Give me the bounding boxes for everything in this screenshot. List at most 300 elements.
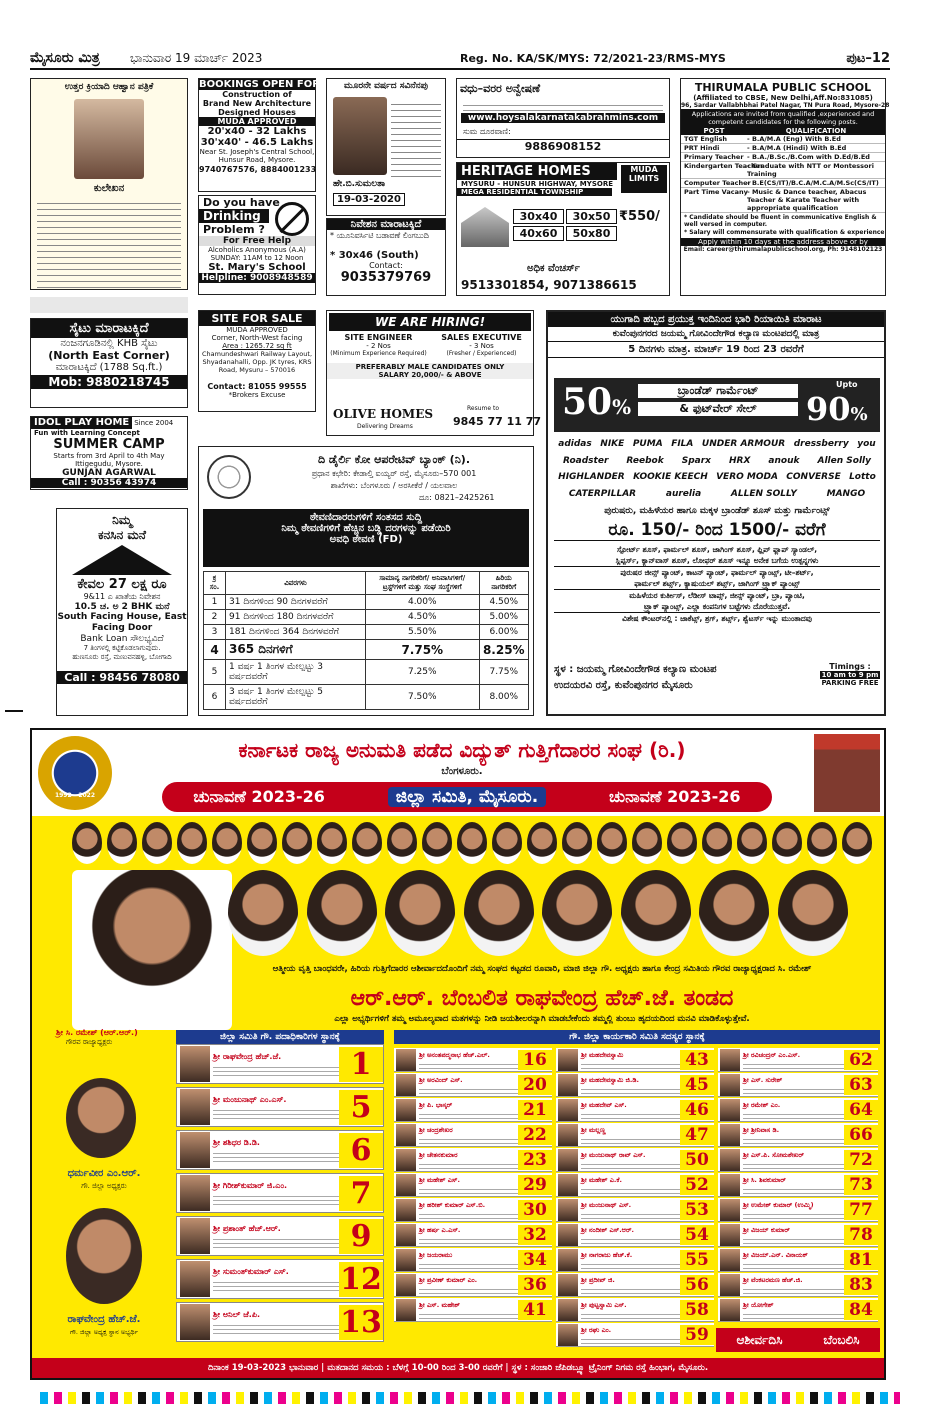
member-detail bbox=[581, 1311, 680, 1319]
officer-info bbox=[213, 1224, 339, 1248]
ballot-number: 12 bbox=[340, 1261, 382, 1297]
member-row bbox=[556, 1123, 714, 1147]
sale-category: ಪುರುಷರು, ಮಹಿಳೆಯರ ಹಾಗೂ ಮಕ್ಕಳ ಬ್ರಾಂಡೆಡ್ ಶೂಸ್ ಮತ್ತು ಗಾರ್ಮೆಂಟ್ಸ್ bbox=[604, 506, 830, 516]
sale-detail: ಪುರುಷರ ಜೀನ್ಸ್ ಪ್ಯಾಂಟ್, ಕಾಟನ್ ಪ್ಯಾಂಟ್, ಫಾರ್ಮಲ್ ಪ್ಯಾಂಟ್ಸ್, ಟೀ–ಶರ್ಟ್, bbox=[620, 568, 814, 577]
khb-line: (North East Corner) bbox=[48, 349, 170, 362]
venue-line: ಸ್ಥಳ : ಜಯಮ್ಮ ಗೋವಿಂದೇಗೌಡ ಕಲ್ಯಾಣ ಮಂಟಪ bbox=[554, 664, 717, 675]
sale-detail: ಫಾರ್ಮಲ್ ಶರ್ಟ್ಸ್, ಕ್ಯಾಷುಯಲ್ ಶರ್ಟ್ಸ್, ಜಾಗಿಂಗ್ ಟ್ರ್ಯಾಕ್ ಪ್ಯಾಂಟ್ಸ್ bbox=[554, 578, 880, 590]
role-engineer bbox=[327, 333, 430, 357]
bookings-muda: MUDA APPROVED bbox=[199, 117, 315, 126]
member-row bbox=[556, 1048, 714, 1072]
member-name: ಶ್ರೀ ಜಯರಾಮು bbox=[419, 1250, 453, 1259]
member-info bbox=[740, 1301, 844, 1319]
member-row bbox=[394, 1223, 552, 1247]
officer-photo bbox=[180, 1304, 210, 1340]
ballot-number: 5 bbox=[339, 1090, 383, 1125]
member-info bbox=[416, 1151, 518, 1169]
school-row bbox=[681, 179, 885, 188]
fd-cell: 3 ವರ್ಷ 1 ತಿಂಗಳ ಮೇಲ್ಪಟ್ಟು 5 ವರ್ಷದವರೆಗೆ bbox=[226, 685, 366, 710]
col-post: POST bbox=[703, 127, 725, 135]
member-row bbox=[556, 1273, 714, 1297]
officers-list bbox=[176, 1044, 384, 1344]
khb-title: ಸೈಟು ಮಾರಾಟಕ್ಕಿದೆ bbox=[31, 319, 187, 338]
sale-detail: ಸ್ಪೋರ್ಟ್ ಶೂಸ್, ಫಾರ್ಮಲ್ ಶೂಸ್, ಜಾಗಿಂಗ್ ಶೂಸ್, ಫ್ಲಿಪ್ ಫ್ಲಾಪ್ ಸ್ಯಾಂಡಲ್, bbox=[616, 545, 818, 554]
brand-logo: FILA bbox=[671, 439, 694, 450]
brand-logo: Reebok bbox=[626, 455, 664, 466]
member-row bbox=[394, 1048, 552, 1072]
officer-photo bbox=[180, 1261, 210, 1297]
member-photo bbox=[558, 1199, 578, 1221]
member-info bbox=[416, 1301, 518, 1319]
matrimony-text bbox=[463, 101, 663, 111]
aa-name: Alcoholics Anonymous (A.A) bbox=[208, 246, 306, 254]
company-tagline: Delivering Dreams bbox=[357, 423, 413, 430]
discount-value: 90 bbox=[806, 390, 851, 428]
member-info bbox=[740, 1251, 844, 1269]
fd-cell: 2 bbox=[204, 610, 226, 625]
brand-logo: Lotto bbox=[849, 472, 876, 483]
candidate-face-large bbox=[778, 870, 848, 956]
officer-row bbox=[176, 1302, 384, 1342]
ballot-number: 66 bbox=[844, 1125, 878, 1145]
dream-house-ad bbox=[56, 508, 188, 716]
member-info bbox=[740, 1226, 844, 1244]
member-photo bbox=[396, 1249, 416, 1271]
hiring-roles bbox=[327, 333, 533, 357]
page-header bbox=[30, 48, 890, 70]
member-detail bbox=[743, 1111, 844, 1119]
parking: PARKING FREE bbox=[821, 679, 879, 687]
members-column-2 bbox=[556, 1048, 714, 1350]
drinking-question: Problem ? bbox=[203, 223, 265, 236]
zilla-label: ಜಿಲ್ಲಾ ಸಮಿತಿ, ಮೈಸೂರು. bbox=[388, 787, 546, 807]
fd-row bbox=[204, 610, 529, 625]
timings-value: 10 am to 9 pm bbox=[821, 671, 879, 679]
sale-timings bbox=[820, 662, 880, 687]
school-row bbox=[681, 144, 885, 153]
election-city: ಬೆಂಗಳೂರು. bbox=[441, 766, 483, 777]
member-name: ಶ್ರೀ ಪ್ರವೀಣ್ ಕುಮಾರ್ ಎಂ. bbox=[419, 1275, 478, 1284]
sale-days: 5 ದಿನಗಳು ಮಾತ್ರ. ಮಾರ್ಚ್ 19 ರಿಂದ 23 ರವರೆಗೆ bbox=[548, 341, 884, 358]
candidate-faces-row bbox=[228, 870, 848, 960]
khb-line: ಮಾರಾಟಕ್ಕಿದೆ (1788 Sq.ft.) bbox=[55, 362, 163, 373]
blessing-box bbox=[716, 1328, 880, 1352]
leader-role: ಗೌರವ ರಾಜ್ಯಾಧ್ಯಕ್ಷರು bbox=[66, 1038, 113, 1046]
remembrance-ad bbox=[326, 78, 446, 216]
officer-photo bbox=[180, 1132, 210, 1168]
officer-photo bbox=[180, 1046, 210, 1082]
member-info bbox=[578, 1176, 680, 1194]
officer-info bbox=[213, 1052, 339, 1076]
member-detail bbox=[581, 1061, 680, 1069]
matrimony-title: ವಧು–ವರರ ಅನ್ವೇಷಣೆ bbox=[460, 82, 541, 95]
ballot-number: 29 bbox=[518, 1175, 552, 1195]
ballot-number: 56 bbox=[680, 1275, 714, 1295]
brand-logos bbox=[554, 436, 880, 502]
member-name: ಶ್ರೀ ಮಹೇಶ್ ಎ.ಕೆ. bbox=[581, 1175, 623, 1184]
site-for-sale-ad bbox=[198, 310, 316, 412]
member-row bbox=[556, 1323, 714, 1347]
role-exp: (Fresher / Experienced) bbox=[446, 350, 517, 357]
candidate-face-small bbox=[772, 822, 802, 864]
heritage-sub: MYSURU - HUNSUR HIGHWAY, MYSORE bbox=[461, 180, 613, 188]
officer-detail bbox=[213, 1107, 339, 1119]
site-small-title: ನಿವೇಶನ ಮಾರಾಟಕ್ಕಿದೆ bbox=[327, 219, 445, 230]
fd-rates-table bbox=[203, 571, 529, 710]
school-affiliation: (Affiliated to CBSE, New Delhi,Aff.No:831085) bbox=[693, 94, 873, 102]
member-detail bbox=[743, 1236, 844, 1244]
matrimony-website[interactable]: www.hoysalakarnatakabrahmins.com bbox=[461, 113, 665, 123]
fd-body bbox=[204, 595, 529, 710]
post-name: Part Time Vacany bbox=[684, 188, 748, 196]
khb-line: ನಂಜನಗೂಡಿನಲ್ಲಿ KHB ಸೈಟು bbox=[60, 338, 158, 349]
ballot-number: 73 bbox=[844, 1175, 878, 1195]
member-name: ಶ್ರೀ ಶ್ರೀನಿವಾಸ ಡಿ. bbox=[743, 1125, 780, 1134]
house-line: South Facing House, East Facing Door bbox=[57, 612, 187, 633]
leader-name: ಶ್ರೀ ಸಿ. ರಮೇಶ್ (ಆರ್.ಆರ್.) bbox=[56, 1028, 138, 1037]
bookings-ad bbox=[198, 78, 320, 192]
candidate-face-large bbox=[464, 870, 534, 956]
member-photo bbox=[396, 1199, 416, 1221]
heritage-muda: MUDA LIMITS bbox=[621, 165, 667, 193]
fd-cell: 3 bbox=[204, 625, 226, 640]
fd-cell: 365 ದಿನಗಳಿಗೆ bbox=[226, 640, 366, 660]
roof-icon bbox=[72, 545, 172, 575]
qualification: - B.A/M.A (Hindi) With B.Ed bbox=[747, 144, 847, 152]
election-appeal-2: ಎಲ್ಲಾ ಅಭ್ಯರ್ಥಿಗಳಿಗೆ ತಮ್ಮ ಅಮೂಲ್ಯವಾದ ಮತಗಳನ್ನು ನೀಡಿ ಜಯಶೀಲರನ್ನಾಗಿ ಮಾಡಬೇಕೆಂದು ತಮ್ಮಲ್ಲಿ ತುಂಬು ಹೃದಯದಿಂದ ಮನವಿ ಮಾಡಿಕೊಳ್ಳುತ್ತೇವೆ. bbox=[334, 1014, 750, 1024]
playhome-camp: SUMMER CAMP bbox=[53, 437, 165, 452]
qualification: - Music & Dance teacher, Abacus Teacher & Karate Teacher with appropriate qualification bbox=[747, 188, 867, 212]
sale-brand-line: ಬ್ರಾಂಡೆಡ್ ಗಾರ್ಮೆಂಟ್ bbox=[638, 384, 798, 398]
candidate-face-small bbox=[247, 822, 277, 864]
school-row bbox=[681, 135, 885, 144]
ballot-number: 84 bbox=[844, 1300, 878, 1320]
member-name: ಶ್ರೀ ವಿಜಯ್.ಎನ್. ವಿನಾಯಕ್ bbox=[743, 1250, 808, 1259]
member-photo bbox=[558, 1299, 578, 1321]
site-address: Chamundeshwari Railway Layout, Shyadanahalli, Opp. JK tyres, KRS Road, Mysuru – 570016 bbox=[201, 350, 313, 374]
brand-logo: you bbox=[857, 439, 876, 450]
site-muda: MUDA APPROVED bbox=[226, 326, 288, 334]
member-name: ಶ್ರೀ ರಮೇಶ್ ಎಂ. bbox=[743, 1100, 781, 1109]
discount-value: 50 bbox=[562, 381, 613, 423]
member-photo bbox=[396, 1299, 416, 1321]
fd-header-cell: ವಿವರಗಳು bbox=[226, 572, 366, 595]
ballot-number: 43 bbox=[680, 1050, 714, 1070]
officers-panel bbox=[176, 1030, 384, 1350]
member-row bbox=[718, 1223, 878, 1247]
leader-role: ಗೌ. ಜಿಲ್ಲಾ ಅಧ್ಯಕ್ಷ ಸ್ಥಾನ ಅಭ್ಯರ್ಥಿ bbox=[69, 1328, 139, 1336]
obituary-photo bbox=[74, 99, 144, 179]
member-name: ಶ್ರೀ ಮಹದೇವಸ್ವಾಮಿ ಜಿ.ಡಿ. bbox=[581, 1075, 639, 1084]
fd-cell: 31 ದಿನಗಳಿಂದ 90 ದಿನಗಳವರೆಗೆ bbox=[226, 595, 366, 610]
playhome-concept: Fun with Learning Concept bbox=[34, 429, 140, 437]
heritage-sub2: MEGA RESIDENTIAL TOWNSHIP bbox=[457, 188, 612, 196]
officer-name: ಶ್ರೀ ಮಂಜುನಾಥ್ ಎಂ.ಎಸ್. bbox=[213, 1095, 287, 1104]
fd-row bbox=[204, 660, 529, 685]
member-photo bbox=[720, 1174, 740, 1196]
election-footer: ದಿನಾಂಕ 19-03-2023 ಭಾನುವಾರ | ಮತದಾನದ ಸಮಯ : ಬೆಳಗ್ಗೆ 10-00 ರಿಂದ 3-00 ರವರೆಗೆ | ಸ್ಥಳ : ಸಂಜಾರಿ ಜೆಪಿಡಬ್ಲ್ಯೂ ಟ್ರೈನಿಂಗ್ ನಿಗಮ ರಸ್ತೆ ಹಿಂಭಾಗ, ಮೈಸೂರು. bbox=[32, 1358, 884, 1378]
masthead: ಮೈಸೂರು ಮಿತ್ರ bbox=[30, 50, 100, 66]
member-photo bbox=[396, 1174, 416, 1196]
role-count: - 3 Nos bbox=[469, 342, 494, 350]
fd-cell: 5.00% bbox=[479, 610, 528, 625]
member-row bbox=[556, 1098, 714, 1122]
officer-row bbox=[176, 1259, 384, 1299]
member-detail bbox=[419, 1236, 518, 1244]
member-name: ಶ್ರೀ ಎಸ್. ಸುರೇಶ್ bbox=[743, 1075, 783, 1084]
issue-date: ಭಾನುವಾರ 19 ಮಾರ್ಚ್ 2023 bbox=[130, 50, 263, 65]
member-photo bbox=[396, 1099, 416, 1121]
no-drink-icon bbox=[275, 202, 309, 236]
remembrance-photo bbox=[333, 97, 387, 175]
member-detail bbox=[581, 1261, 680, 1269]
size-box: 30x40 bbox=[513, 209, 564, 224]
ballot-number: 22 bbox=[518, 1125, 552, 1145]
member-info bbox=[578, 1226, 680, 1244]
member-photo bbox=[558, 1099, 578, 1121]
hiring-title: WE ARE HIRING! bbox=[329, 313, 531, 331]
ballot-number: 50 bbox=[680, 1150, 714, 1170]
member-info bbox=[416, 1176, 518, 1194]
member-photo bbox=[720, 1299, 740, 1321]
member-name: ಶ್ರೀ ಮಹೇಶ್ ಎಸ್. bbox=[419, 1175, 460, 1184]
fd-cell: 4.00% bbox=[366, 595, 480, 610]
bookings-line: Designed Houses bbox=[218, 108, 296, 117]
company-name: OLIVE HOMES bbox=[333, 407, 434, 421]
sale-banner bbox=[554, 378, 880, 432]
chunavane-label: ಚುನಾವಣೆ 2023-26 bbox=[609, 787, 741, 806]
candidate-face-small bbox=[107, 822, 137, 864]
member-photo bbox=[558, 1074, 578, 1096]
officer-detail bbox=[213, 1279, 339, 1291]
member-photo bbox=[558, 1274, 578, 1296]
member-photo bbox=[558, 1324, 578, 1346]
election-banner bbox=[162, 782, 772, 812]
brand-logo: CONVERSE bbox=[786, 472, 841, 483]
ballot-number: 62 bbox=[844, 1050, 878, 1070]
candidate-face-small bbox=[352, 822, 382, 864]
discount-90 bbox=[806, 390, 868, 428]
school-name: THIRUMALA PUBLIC SCHOOL bbox=[694, 81, 872, 94]
fd-row bbox=[204, 685, 529, 710]
headline-fd: ಅವಧಿ ಠೇವಣಿ (FD) bbox=[329, 534, 403, 545]
member-info bbox=[578, 1326, 680, 1344]
member-detail bbox=[743, 1161, 844, 1169]
member-name: ಶ್ರೀ ರವಿಚಂದ್ರನ್ ಎಂ.ಎಸ್. bbox=[743, 1050, 801, 1059]
bookings-price: 30'x40' - 46.5 Lakhs bbox=[200, 137, 314, 148]
member-row bbox=[556, 1073, 714, 1097]
site-sale-small-ad bbox=[326, 218, 446, 296]
fd-cell: 8.00% bbox=[479, 685, 528, 710]
member-row bbox=[718, 1198, 878, 1222]
brand-logo: HRX bbox=[729, 455, 751, 466]
ballot-number: 64 bbox=[844, 1100, 878, 1120]
member-name: ಶ್ರೀ ವಿಜಯ್ ಕುಮಾರ್ bbox=[743, 1225, 790, 1234]
house-price: ಕೇವಲ 27 ಲಕ್ಷ ರೂ bbox=[77, 577, 167, 592]
member-detail bbox=[419, 1286, 518, 1294]
house-line: 10.5 ಚ. ಅ 2 BHK ಮನೆ bbox=[74, 602, 170, 612]
member-name: ಶ್ರೀ ಮಹದೇವಸ್ವಾಮಿ bbox=[581, 1050, 624, 1059]
ballot-number: 16 bbox=[518, 1050, 552, 1070]
election-ad bbox=[30, 728, 886, 1380]
sale-detail: ಮಹಿಳೆಯರ ಕುರ್ತೀಸ್, ಲೆಡೀಸ್ ಟಾಪ್ಸ್, ಜೀನ್ಸ್ ಪ್ಯಾಂಟ್, ಬ್ರಾ, ಪ್ಯಾಂಟಿ, bbox=[629, 591, 805, 600]
site-small-location: * ಯೂನಿವರ್ಸಿಟಿ ಬಡಾವಣೆ ಲಿಂಗಬುದಿ bbox=[330, 231, 429, 240]
member-detail bbox=[743, 1136, 844, 1144]
member-photo bbox=[720, 1099, 740, 1121]
member-row bbox=[718, 1073, 878, 1097]
members-column-3 bbox=[718, 1048, 878, 1350]
fd-cell: 7.25% bbox=[366, 660, 480, 685]
house-heading: ಕನಸಿನ ಮನೆ bbox=[98, 528, 146, 542]
member-detail bbox=[419, 1211, 518, 1219]
member-photo bbox=[558, 1124, 578, 1146]
candidate-face-small bbox=[562, 822, 592, 864]
member-name: ಶ್ರೀ ನಂದೀಶ್ ಎಸ್.ಆರ್. bbox=[581, 1225, 634, 1234]
resume-label: Resume to bbox=[467, 405, 499, 412]
member-row bbox=[556, 1223, 714, 1247]
fd-cell: 5.50% bbox=[366, 625, 480, 640]
leader-photo bbox=[66, 1208, 142, 1304]
member-photo bbox=[558, 1174, 578, 1196]
election-appeal: ಆತ್ಮೀಯ ವೃತ್ತಿ ಬಾಂಧವರೇ, ಹಿರಿಯ ಗುತ್ತಿಗೆದಾರರ ಆಶೀರ್ವಾದದೊಂದಿಗೆ ನಮ್ಮ ಸಂಘದ ಕಟ್ಟಡದ ರೂವಾರಿ, ಮಾಜಿ ಜಿಲ್ಲಾ ಗೌ. ಅಧ್ಯಕ್ಷರು ಹಾಗೂ ಕೇಂದ್ರ ಸಮಿತಿಯ ಗೌರವ ರಾಜ್ಯಾಧ್ಯಕ್ಷರಾದ ಸಿ. ರಮೇಶ್ bbox=[272, 964, 812, 974]
member-info bbox=[416, 1276, 518, 1294]
fd-cell: 4 bbox=[204, 640, 226, 660]
member-row bbox=[718, 1123, 878, 1147]
hiring-salary: SALARY 20,000/- & ABOVE bbox=[327, 371, 533, 379]
member-detail bbox=[419, 1111, 518, 1119]
candidate-face-small bbox=[177, 822, 207, 864]
brand-logo: ALLEN SOLLY bbox=[730, 488, 797, 499]
member-row bbox=[394, 1298, 552, 1322]
member-detail bbox=[419, 1311, 518, 1319]
member-detail bbox=[743, 1286, 844, 1294]
member-info bbox=[416, 1101, 518, 1119]
member-detail bbox=[581, 1211, 680, 1219]
hiring-phone: 9845 77 11 77 bbox=[453, 415, 542, 428]
fd-row bbox=[204, 595, 529, 610]
members-heading: ಗೌ. ಜಿಲ್ಲಾ ಕಾರ್ಯಕಾರಿ ಸಮಿತಿ ಸದಸ್ಯರ ಸ್ಥಾನಕ್ಕೆ bbox=[394, 1030, 880, 1044]
bookings-title: BOOKINGS OPEN FOR bbox=[199, 79, 320, 90]
member-row bbox=[394, 1098, 552, 1122]
officer-detail bbox=[213, 1064, 339, 1076]
print-registration-marks bbox=[40, 1392, 900, 1404]
khb-mobile: Mob: 9880218745 bbox=[31, 375, 187, 389]
fd-row bbox=[204, 640, 529, 660]
school-note: * Candidate should be fluent in communicative English & well versed in computer. bbox=[684, 214, 877, 228]
member-name: ಶ್ರೀ ಉಮೇಶ್ ಕುಮಾರ್ (ಉಮ್ಮಿ) bbox=[743, 1200, 814, 1209]
playhome-ad bbox=[30, 416, 188, 490]
drinking-question: Drinking bbox=[199, 209, 269, 223]
member-row bbox=[394, 1123, 552, 1147]
aa-time: SUNDAY: 11AM to 12 Noon bbox=[210, 254, 304, 262]
brand-logo: aurelia bbox=[665, 488, 702, 499]
building-image bbox=[814, 734, 880, 812]
member-info bbox=[578, 1051, 680, 1069]
member-photo bbox=[720, 1274, 740, 1296]
ballot-number: 59 bbox=[680, 1325, 714, 1345]
officer-row bbox=[176, 1173, 384, 1213]
margin-mark bbox=[5, 710, 23, 712]
member-name: ಶ್ರೀ ಹರೀಶ್ ಕುಮಾರ್ ಎಸ್.ಬಿ. bbox=[419, 1200, 486, 1209]
ballot-number: 45 bbox=[680, 1075, 714, 1095]
bank-branches: ಶಾಖೆಗಳು: ಬೆಂಗಳೂರು / ಅರಸೀಕೆರೆ / ಯಲವಾಲ bbox=[330, 481, 458, 490]
role-sales bbox=[430, 333, 533, 357]
percent-sign: % bbox=[850, 404, 868, 425]
member-info bbox=[416, 1201, 518, 1219]
candidate-face-small bbox=[422, 822, 452, 864]
member-name: ಶ್ರೀ ಅನಂತಪದ್ಮನಾಭ ಹೆಚ್.ಎಲ್. bbox=[419, 1050, 490, 1059]
site-contact: Contact: 81055 99555 bbox=[207, 382, 307, 391]
officer-info bbox=[213, 1267, 339, 1291]
member-photo bbox=[396, 1124, 416, 1146]
leader-photo bbox=[66, 1078, 136, 1158]
candidate-face-small bbox=[282, 822, 312, 864]
member-info bbox=[416, 1251, 518, 1269]
role-count: - 2 Nos bbox=[366, 342, 391, 350]
site-line: Corner, North-West facing bbox=[211, 334, 303, 342]
post-name: Primary Teacher bbox=[684, 153, 744, 161]
member-detail bbox=[581, 1236, 680, 1244]
brand-logo: NIKE bbox=[600, 439, 625, 450]
ballot-number: 34 bbox=[518, 1250, 552, 1270]
ballot-number: 72 bbox=[844, 1150, 878, 1170]
site-note: *Brokers Excuse bbox=[228, 391, 286, 399]
member-photo bbox=[558, 1049, 578, 1071]
school-row bbox=[681, 153, 885, 162]
member-row bbox=[556, 1148, 714, 1172]
member-detail bbox=[581, 1161, 680, 1169]
member-name: ಶ್ರೀ ಚಂದ್ರಶೇಖರ bbox=[419, 1125, 453, 1134]
fd-cell: 7.75% bbox=[479, 660, 528, 685]
brand-logo: HIGHLANDER bbox=[558, 472, 625, 483]
leader-role: ಗೌ. ಜಿಲ್ಲಾ ಅಧ್ಯಕ್ಷರು bbox=[81, 1182, 127, 1190]
officer-row bbox=[176, 1130, 384, 1170]
house-line: ಹುಣಸೂರು ರಸ್ತೆ, ಮಣುವನಹಳ್ಳಿ, ಬೋಗಾದಿ bbox=[72, 653, 172, 661]
house-icon bbox=[461, 207, 509, 247]
ballot-number: 1 bbox=[339, 1047, 383, 1082]
officer-detail bbox=[213, 1322, 339, 1334]
member-name: ಶ್ರೀ ಪುಟ್ಟಸ್ವಾಮಿ ಎಸ್. bbox=[581, 1300, 627, 1309]
member-name: ಶ್ರೀ ಪಿ. ಭಾಸ್ಕರ್ bbox=[419, 1100, 453, 1109]
brand-logo: Sparx bbox=[681, 455, 711, 466]
school-apply: Apply within 10 days at the address above or by bbox=[681, 238, 885, 246]
member-info bbox=[740, 1151, 844, 1169]
member-row bbox=[718, 1173, 878, 1197]
officer-photo bbox=[180, 1218, 210, 1254]
post-name: Kindergarten Teacher bbox=[684, 162, 764, 170]
ballot-number: 47 bbox=[680, 1125, 714, 1145]
member-info bbox=[416, 1051, 518, 1069]
member-row bbox=[556, 1298, 714, 1322]
col-qualification: QUALIFICATION bbox=[785, 127, 847, 135]
candidate-face-large bbox=[542, 870, 612, 956]
candidate-face-small bbox=[142, 822, 172, 864]
candidate-face-small bbox=[317, 822, 347, 864]
member-info bbox=[416, 1226, 518, 1244]
member-info bbox=[578, 1251, 680, 1269]
qualification: - B.A/M.A (Eng) With B.Ed bbox=[747, 135, 841, 143]
candidate-face-small bbox=[737, 822, 767, 864]
member-detail bbox=[419, 1086, 518, 1094]
brand-logo: PUMA bbox=[632, 439, 663, 450]
upto-label: Upto bbox=[836, 380, 858, 389]
post-name: PRT Hindi bbox=[684, 144, 720, 152]
role-exp: (Minimum Experience Required) bbox=[330, 350, 427, 357]
school-email[interactable]: Email: career@thirumalapublicschool.org, Ph: 9148102123 bbox=[683, 246, 883, 253]
matrimony-phone-label: ಸುಮ ದೂರವಾಣಿ: bbox=[463, 127, 511, 136]
qualification: - Graduate with NTT or Montessori Training bbox=[747, 162, 874, 178]
playhome-contact: GUNJAN AGARWAL bbox=[62, 468, 156, 478]
